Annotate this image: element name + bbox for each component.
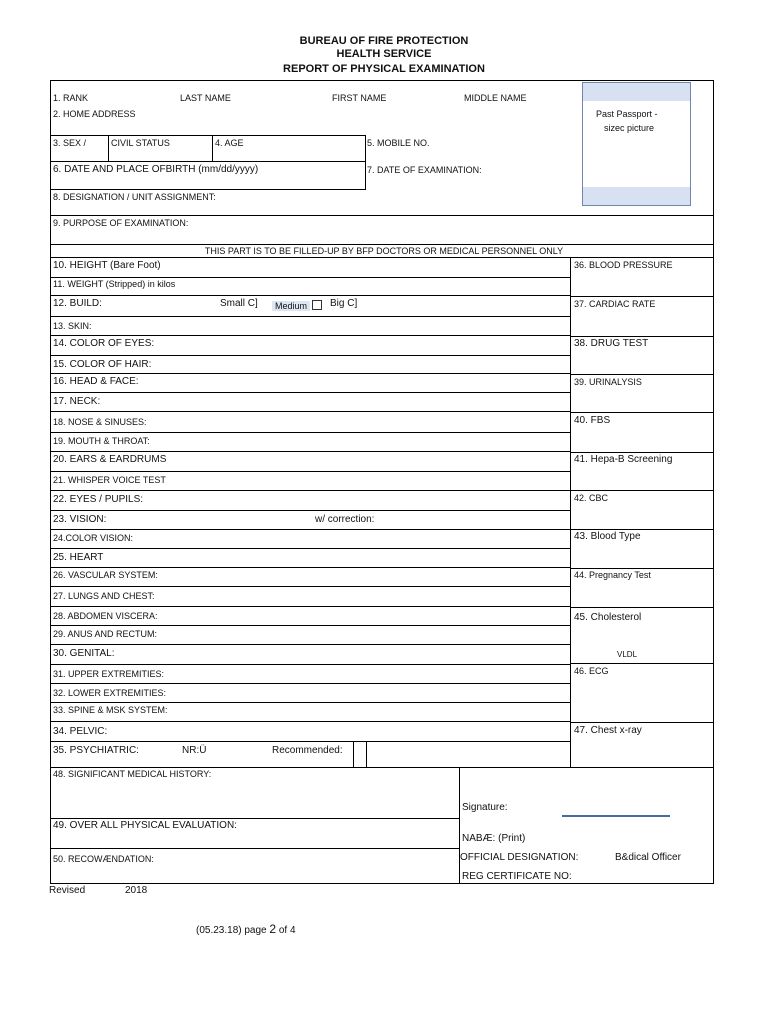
build-label: 12. BUILD: [53, 298, 102, 309]
hepa-b-label: 41. Hepa-B Screening [574, 454, 673, 465]
eyes-pupils-label: 22. EYES / PUPILS: [53, 494, 144, 505]
abdomen-label: 28. ABDOMEN VISCERA: [53, 611, 158, 621]
head-face-label: 16. HEAD & FACE: [53, 376, 139, 387]
signature-label: Signature: [462, 802, 508, 813]
page-indicator [196, 922, 296, 936]
service-title: HEALTH SERVICE [336, 48, 432, 60]
cardiac-rate-label: 37. CARDIAC RATE [574, 299, 656, 309]
drug-test-label: 38. DRUG TEST [574, 338, 649, 349]
nr-option[interactable]: NR:Ü [182, 745, 207, 756]
heart-label: 25. HEART [53, 552, 104, 563]
pregnancy-test-label: 44. Pregnancy Test [574, 570, 651, 580]
photo-placeholder[interactable] [582, 82, 691, 206]
urinalysis-label: 39. URINALYSIS [574, 377, 642, 387]
build-big-option[interactable]: Big C] [330, 298, 358, 309]
build-medium-option[interactable] [272, 296, 324, 314]
vldl-label: VLDL [617, 650, 638, 659]
weight-label: 11. WEIGHT (Stripped) in kilos [53, 279, 176, 289]
lower-extremities-label: 32. LOWER EXTREMITIES: [53, 688, 167, 698]
age-label: 4. AGE [215, 138, 244, 148]
neck-label: 17. NECK: [53, 396, 101, 407]
name-print-label: NABÆ: (Print) [462, 833, 526, 844]
official-designation-label: OFFICIAL DESIGNATION: [460, 852, 579, 863]
skin-label: 13. SKIN: [53, 321, 92, 331]
cbc-label: 42. CBC [574, 493, 609, 503]
form-title: REPORT OF PHYSICAL EXAMINATION [283, 63, 485, 75]
genital-label: 30. GENITAL: [53, 648, 115, 659]
lungs-label: 27. LUNGS AND CHEST: [53, 591, 155, 601]
photo-caption-2: sizec picture [604, 123, 655, 133]
spine-label: 33. SPINE & MSK SYSTEM: [53, 705, 168, 715]
birth-label: 6. DATE AND PLACE OFBIRTH (mm/dd/yyyy) [53, 164, 259, 175]
correction-label: w/ correction: [315, 514, 375, 525]
official-designation-value: B&dical Officer [615, 852, 681, 863]
agency-title: BUREAU OF FIRE PROTECTION [299, 35, 469, 47]
revised-label: Revised [49, 885, 86, 896]
nose-sinuses-label: 18. NOSE & SINUSES: [53, 417, 147, 427]
purpose-label: 9. PURPOSE OF EXAMINATION: [53, 218, 189, 228]
build-medium-checkbox[interactable] [312, 300, 322, 310]
ears-label: 20. EARS & EARDRUMS [53, 454, 167, 465]
pelvic-label: 34. PELVIC: [53, 726, 108, 737]
form-code: (05.23.18) [196, 925, 242, 936]
civil-status-label: CIVIL STATUS [111, 138, 170, 148]
height-label: 10. HEIGHT (Bare Foot) [53, 260, 161, 271]
designation-label: 8. DESIGNATION / UNIT ASSIGNMENT: [53, 192, 216, 202]
whisper-test-label: 21. WHISPER VOICE TEST [53, 475, 166, 485]
mobile-label: 5. MOBILE NO. [367, 138, 430, 148]
build-small-option[interactable]: Small C] [220, 298, 258, 309]
medical-history-label: 48. SIGNIFICANT MEDICAL HISTORY: [53, 769, 212, 779]
cholesterol-label: 45. Cholesterol [574, 612, 642, 623]
blood-type-label: 43. Blood Type [574, 531, 641, 542]
recommendation-label: 50. RECOWÆNDATION: [53, 854, 154, 864]
vision-label: 23. VISION: [53, 514, 107, 525]
medical-notice: THIS PART IS TO BE FILLED-UP BY BFP DOCTORS OR MEDICAL PERSONNEL ONLY [204, 246, 564, 256]
vascular-label: 26. VASCULAR SYSTEM: [53, 570, 158, 580]
fbs-label: 40. FBS [574, 415, 611, 426]
ecg-label: 46. ECG [574, 666, 609, 676]
exam-date-label: 7. DATE OF EXAMINATION: [367, 165, 482, 175]
chest-xray-label: 47. Chest x-ray [574, 725, 642, 736]
middle-name-label: MIDDLE NAME [464, 93, 527, 103]
upper-extremities-label: 31. UPPER EXTREMITIES: [53, 669, 165, 679]
blood-pressure-label: 36. BLOOD PRESSURE [574, 260, 673, 270]
physical-evaluation-label: 49. OVER ALL PHYSICAL EVALUATION: [53, 820, 237, 831]
recommended-option[interactable]: Recommended: [272, 745, 343, 756]
reg-certificate-label: REG CERTIFICATE NO: [462, 871, 572, 882]
color-vision-label: 24.COLOR VISION: [53, 533, 134, 543]
page-number: 2 [269, 922, 277, 936]
psychiatric-label: 35. PSYCHIATRIC: [53, 745, 139, 756]
first-name-label: FIRST NAME [332, 93, 387, 103]
photo-caption-1: Past Passport - [596, 109, 658, 119]
page-word: page [244, 925, 267, 936]
sex-label: 3. SEX / [53, 138, 87, 148]
hair-color-label: 15. COLOR OF HAIR: [53, 359, 152, 370]
build-medium-label: Medium [272, 301, 310, 311]
mouth-throat-label: 19. MOUTH & THROAT: [53, 436, 150, 446]
eye-color-label: 14. COLOR OF EYES: [53, 338, 155, 349]
home-address-label: 2. HOME ADDRESS [53, 109, 136, 119]
rank-label: 1. RANK [53, 93, 89, 103]
signature-line[interactable] [562, 815, 670, 817]
anus-rectum-label: 29. ANUS AND RECTUM: [53, 629, 158, 639]
last-name-label: LAST NAME [180, 93, 231, 103]
page-total: of 4 [278, 925, 296, 936]
revised-year: 2018 [125, 885, 148, 896]
